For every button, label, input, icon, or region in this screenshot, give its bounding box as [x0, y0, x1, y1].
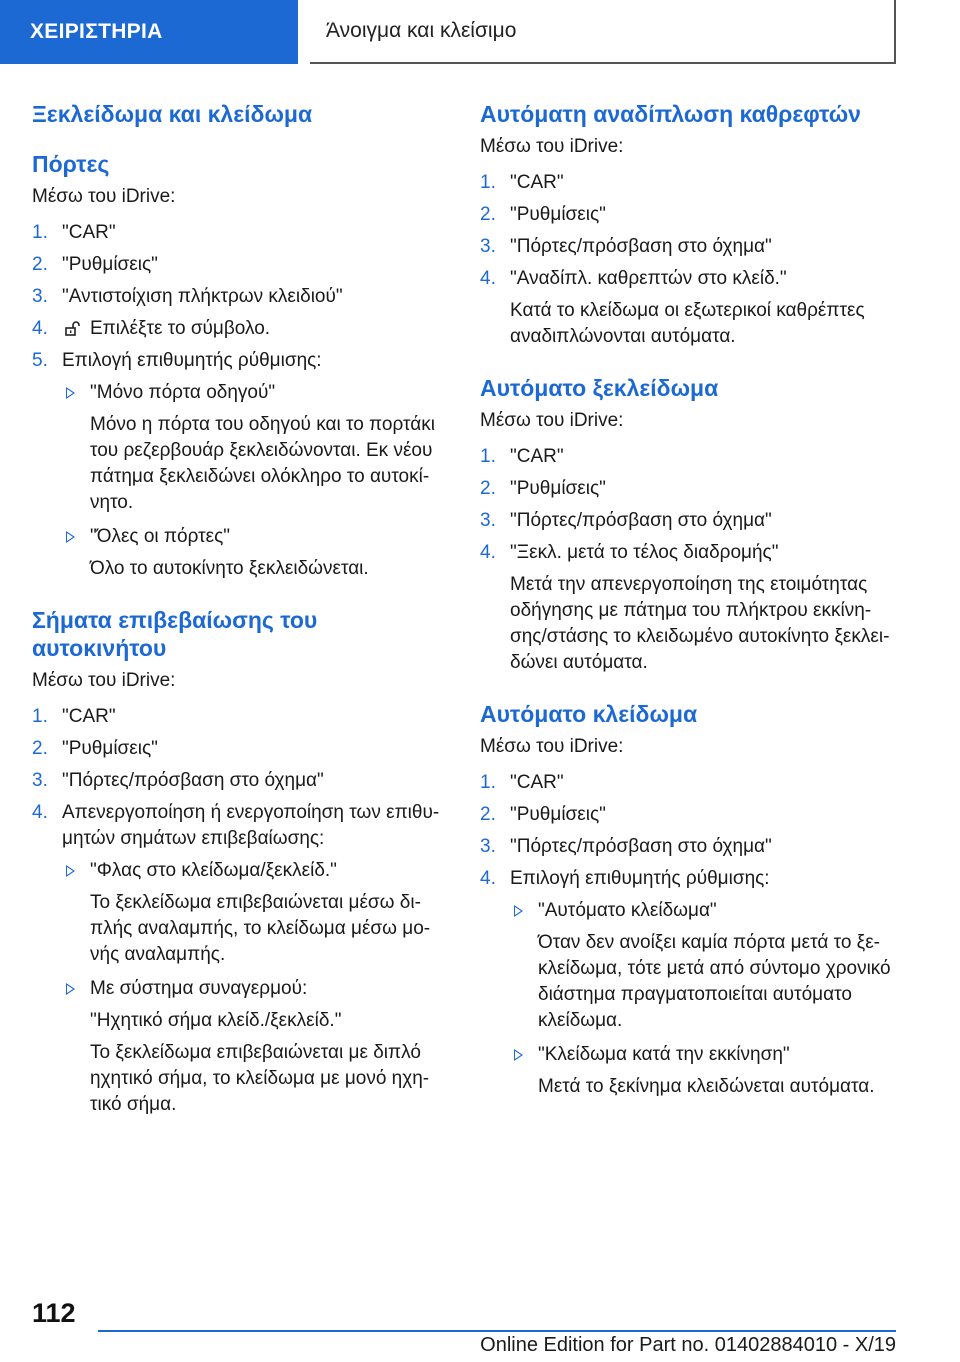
section-tab: ΧΕΙΡΙΣΤΗΡΙΑ — [0, 0, 298, 64]
step-number: 3. — [32, 770, 48, 791]
list-item — [480, 540, 898, 676]
subsection-title-auto-lock: Αυτόματο κλείδωμα — [480, 701, 698, 727]
subsection-title-signals: Σήματα επιβεβαίωσης του αυτοκινήτου — [32, 607, 318, 661]
list-item — [480, 444, 898, 470]
step-number: 3. — [480, 836, 496, 857]
list-item — [32, 704, 450, 730]
step-text: "Ρυθμίσεις" — [510, 804, 606, 825]
list-item — [480, 266, 898, 350]
right-column — [480, 100, 898, 1108]
step-note: Μετά την απενεργοποίηση της ετοιμότητας οδήγησης με πάτημα του πλήκτρου εκκίνησης/στάσης το κλειδωμένο αυτοκίνητο ξεκλειδώνει αυτόματα. — [510, 574, 890, 673]
option-item — [510, 898, 898, 1034]
auto-lock-steps-list — [480, 770, 898, 1100]
subsection-title-mirrors: Αυτόματη αναδίπλωση καθρεφτών — [480, 101, 861, 127]
triangle-bullet-icon — [66, 865, 75, 877]
list-item — [480, 234, 898, 260]
page-header-title: Άνοιγμα και κλείσιμο — [310, 0, 896, 64]
option-label: Με σύστημα συναγερμού: — [90, 978, 308, 999]
step-text: "CAR" — [62, 222, 116, 243]
option-label: "Αυτόματο κλείδωμα" — [538, 900, 717, 921]
option-label: "Φλας στο κλείδωμα/ξεκλείδ." — [90, 860, 337, 881]
step-text: "Πόρτες/πρόσβαση στο όχημα" — [62, 770, 324, 791]
step-text: "Ρυθμίσεις" — [510, 204, 606, 225]
list-item — [480, 476, 898, 502]
subsection-title-auto-unlock: Αυτόματο ξεκλείδωμα — [480, 375, 719, 401]
list-item — [32, 736, 450, 762]
via-idrive-text: Μέσω του iDrive: — [480, 736, 624, 757]
footer-divider — [98, 1330, 896, 1332]
option-description: Μετά το ξεκίνημα κλειδώνεται αυτόματα. — [538, 1076, 875, 1097]
step-number: 4. — [480, 268, 496, 289]
list-item — [32, 800, 450, 1118]
step-number: 1. — [480, 172, 496, 193]
unlock-icon — [64, 320, 80, 336]
step-text: "Ρυθμίσεις" — [62, 738, 158, 759]
step-text: Επιλογή επιθυμητής ρύθμισης: — [510, 868, 770, 889]
list-item — [32, 252, 450, 278]
triangle-bullet-icon — [66, 983, 75, 995]
step-number: 2. — [32, 254, 48, 275]
step-number: 1. — [32, 222, 48, 243]
step-text: Απενεργοποίηση ή ενεργοποίηση των επιθυμητών σημάτων επιβεβαίωσης: — [62, 802, 440, 849]
list-item — [32, 316, 450, 342]
mirrors-steps-list — [480, 170, 898, 350]
list-item — [480, 770, 898, 796]
triangle-bullet-icon — [66, 387, 75, 399]
step-text: "Αναδίπλ. καθρεπτών στο κλείδ." — [510, 268, 787, 289]
list-item — [480, 866, 898, 1100]
auto-unlock-steps-list — [480, 444, 898, 676]
step-number: 3. — [480, 236, 496, 257]
option-description: Όλο το αυτοκίνητο ξεκλειδώνεται. — [90, 558, 369, 579]
option-item — [510, 1042, 898, 1100]
step-number: 1. — [480, 772, 496, 793]
option-note: Το ξεκλείδωμα επιβεβαιώνεται με διπλό ηχητικό σήμα, το κλείδωμα με μονό ηχητικό σήμα. — [90, 1042, 430, 1115]
step-number: 4. — [480, 868, 496, 889]
list-item — [32, 348, 450, 582]
step-number: 5. — [32, 350, 48, 371]
option-label: "Κλείδωμα κατά την εκκίνηση" — [538, 1044, 790, 1065]
option-item — [62, 380, 450, 516]
triangle-bullet-icon — [66, 531, 75, 543]
step-text: "Πόρτες/πρόσβαση στο όχημα" — [510, 510, 772, 531]
list-item — [32, 768, 450, 794]
step-text: "CAR" — [62, 706, 116, 727]
step-number: 4. — [480, 542, 496, 563]
step-number: 2. — [480, 478, 496, 499]
option-item — [62, 524, 450, 582]
step-number: 1. — [480, 446, 496, 467]
step-number: 1. — [32, 706, 48, 727]
step-number: 2. — [480, 804, 496, 825]
via-idrive-text: Μέσω του iDrive: — [480, 410, 624, 431]
footer-edition-text: Online Edition for Part no. 01402884010 - X/19 — [480, 1334, 896, 1356]
step-number: 3. — [480, 510, 496, 531]
step-number: 2. — [32, 738, 48, 759]
option-description: "Ηχητικό σήμα κλείδ./ξεκλείδ." — [90, 1010, 342, 1031]
options-list — [62, 380, 450, 582]
doors-steps-list — [32, 220, 450, 582]
step-text: "CAR" — [510, 172, 564, 193]
list-item — [480, 508, 898, 534]
section-title-unlock-lock: Ξεκλείδωμα και κλείδωμα — [32, 101, 313, 127]
option-description: Το ξεκλείδωμα επιβεβαιώνεται μέσω διπλής αναλαμπής, το κλείδωμα μέσω μονής αναλαμπής. — [90, 892, 431, 965]
list-item — [480, 202, 898, 228]
list-item — [480, 834, 898, 860]
step-number: 2. — [480, 204, 496, 225]
step-text: "CAR" — [510, 772, 564, 793]
step-text: Επιλογή επιθυμητής ρύθμισης: — [62, 350, 322, 371]
list-item — [480, 170, 898, 196]
step-text: "Ρυθμίσεις" — [62, 254, 158, 275]
triangle-bullet-icon — [514, 1049, 523, 1061]
left-column — [32, 100, 450, 1126]
step-text: "Ξεκλ. μετά το τέλος διαδρομής" — [510, 542, 779, 563]
step-text: "Αντιστοίχιση πλήκτρων κλειδιού" — [62, 286, 343, 307]
list-item — [32, 220, 450, 246]
option-label: "Μόνο πόρτα οδηγού" — [90, 382, 276, 403]
option-item — [62, 976, 450, 1118]
option-description: Όταν δεν ανοίξει καμία πόρτα μετά το ξεκλείδωμα, τότε μετά από σύντομο χρονικό διάστημα πραγματοποιείται αυτόματο κλείδωμα. — [538, 932, 891, 1031]
page-number: 112 — [32, 1298, 76, 1328]
option-label: "Όλες οι πόρτες" — [90, 526, 231, 547]
triangle-bullet-icon — [514, 905, 523, 917]
signals-steps-list — [32, 704, 450, 1118]
subsection-title-doors: Πόρτες — [32, 151, 110, 177]
via-idrive-text: Μέσω του iDrive: — [32, 186, 176, 207]
list-item — [32, 284, 450, 310]
step-number: 3. — [32, 286, 48, 307]
via-idrive-text: Μέσω του iDrive: — [480, 136, 624, 157]
step-note: Κατά το κλείδωμα οι εξωτερικοί καθρέπτες αναδιπλώνονται αυτόματα. — [510, 300, 865, 347]
step-text: Επιλέξτε το σύμβολο. — [90, 318, 271, 339]
option-item — [62, 858, 450, 968]
step-text: "Ρυθμίσεις" — [510, 478, 606, 499]
list-item — [480, 802, 898, 828]
options-list — [510, 898, 898, 1100]
step-number: 4. — [32, 802, 48, 823]
via-idrive-text: Μέσω του iDrive: — [32, 670, 176, 691]
step-number: 4. — [32, 318, 48, 339]
step-text: "Πόρτες/πρόσβαση στο όχημα" — [510, 236, 772, 257]
options-list — [62, 858, 450, 1118]
step-text: "Πόρτες/πρόσβαση στο όχημα" — [510, 836, 772, 857]
option-description: Μόνο η πόρτα του οδηγού και το πορτάκι του ρεζερβουάρ ξεκλειδώνονται. Εκ νέου πάτημα ξεκλειδώνει ολόκληρο το αυτοκίνητο. — [90, 414, 435, 513]
step-text: "CAR" — [510, 446, 564, 467]
